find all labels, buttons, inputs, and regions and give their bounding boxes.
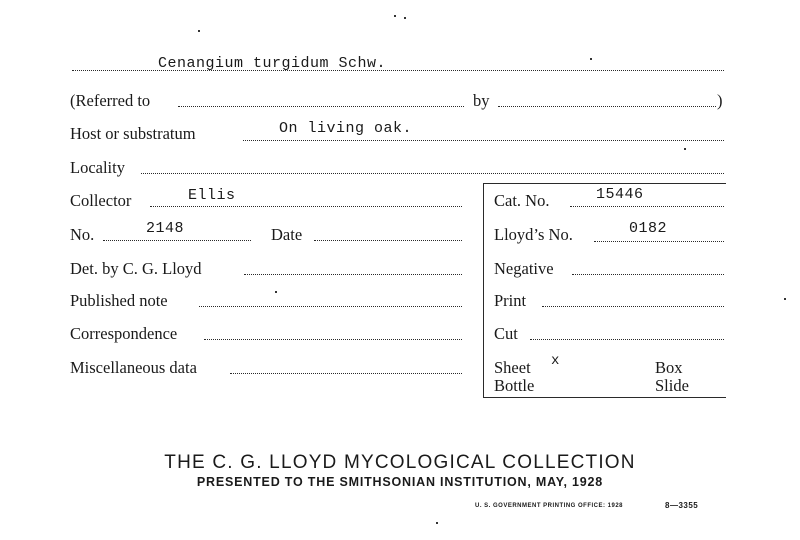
catalog-box-top-border (483, 183, 726, 184)
by-line (498, 106, 716, 107)
misc-line (230, 373, 462, 374)
sheet-mark: x (551, 353, 560, 369)
correspondence-label: Correspondence (70, 324, 178, 343)
host-label: Host or substratum (70, 124, 196, 143)
no-line (103, 240, 251, 241)
lloyds-no-line (594, 241, 724, 242)
slide-label: Slide (655, 376, 689, 395)
scan-speck (590, 58, 592, 60)
sheet-label: Sheet (494, 358, 531, 377)
cat-no-label: Cat. No. (494, 191, 550, 210)
scan-speck (404, 17, 406, 19)
box-label: Box (655, 358, 683, 377)
scan-speck (436, 522, 438, 524)
by-label: by (473, 91, 490, 110)
close-paren: ) (717, 91, 723, 110)
det-label: Det. by C. G. Lloyd (70, 259, 202, 278)
collection-subtitle: PRESENTED TO THE SMITHSONIAN INSTITUTION, MAY, 1928 (196, 475, 604, 489)
print-line (542, 306, 724, 307)
form-number: 8—3355 (665, 501, 699, 510)
scan-speck (784, 298, 786, 300)
date-label: Date (271, 225, 303, 244)
misc-label: Miscellaneous data (70, 358, 197, 377)
referred-to-label: (Referred to (70, 91, 151, 110)
published-line (199, 306, 462, 307)
cat-no-line (570, 206, 724, 207)
catalog-box-bottom-border (483, 397, 726, 398)
correspondence-line (204, 339, 462, 340)
collection-title: THE C. G. LLOYD MYCOLOGICAL COLLECTION (164, 452, 636, 473)
negative-label: Negative (494, 259, 554, 278)
lloyds-no-value: 0182 (629, 220, 668, 237)
printer-imprint: U. S. GOVERNMENT PRINTING OFFICE: 1928 (475, 503, 624, 509)
scan-speck (275, 291, 277, 293)
collector-label: Collector (70, 191, 132, 210)
print-label: Print (494, 291, 527, 310)
lloyds-no-label: Lloyd’s No. (494, 225, 573, 244)
cut-label: Cut (494, 324, 518, 343)
det-line (244, 274, 462, 275)
published-label: Published note (70, 291, 168, 310)
host-value: On living oak. (279, 120, 413, 137)
scan-speck (684, 148, 686, 150)
locality-line (141, 173, 724, 174)
cut-line (530, 339, 724, 340)
bottle-label: Bottle (494, 376, 535, 395)
collector-line (150, 206, 462, 207)
date-line (314, 240, 462, 241)
collector-value: Ellis (188, 187, 236, 204)
cat-no-value: 15446 (596, 186, 644, 203)
scan-speck (394, 15, 396, 17)
referred-to-line (178, 106, 464, 107)
no-label: No. (70, 225, 95, 244)
no-value: 2148 (146, 220, 185, 237)
species-name: Cenangium turgidum Schw. (158, 55, 387, 72)
host-line (243, 140, 724, 141)
catalog-box-left-border (483, 183, 484, 397)
negative-line (572, 274, 724, 275)
scan-speck (198, 30, 200, 32)
locality-label: Locality (70, 158, 125, 177)
